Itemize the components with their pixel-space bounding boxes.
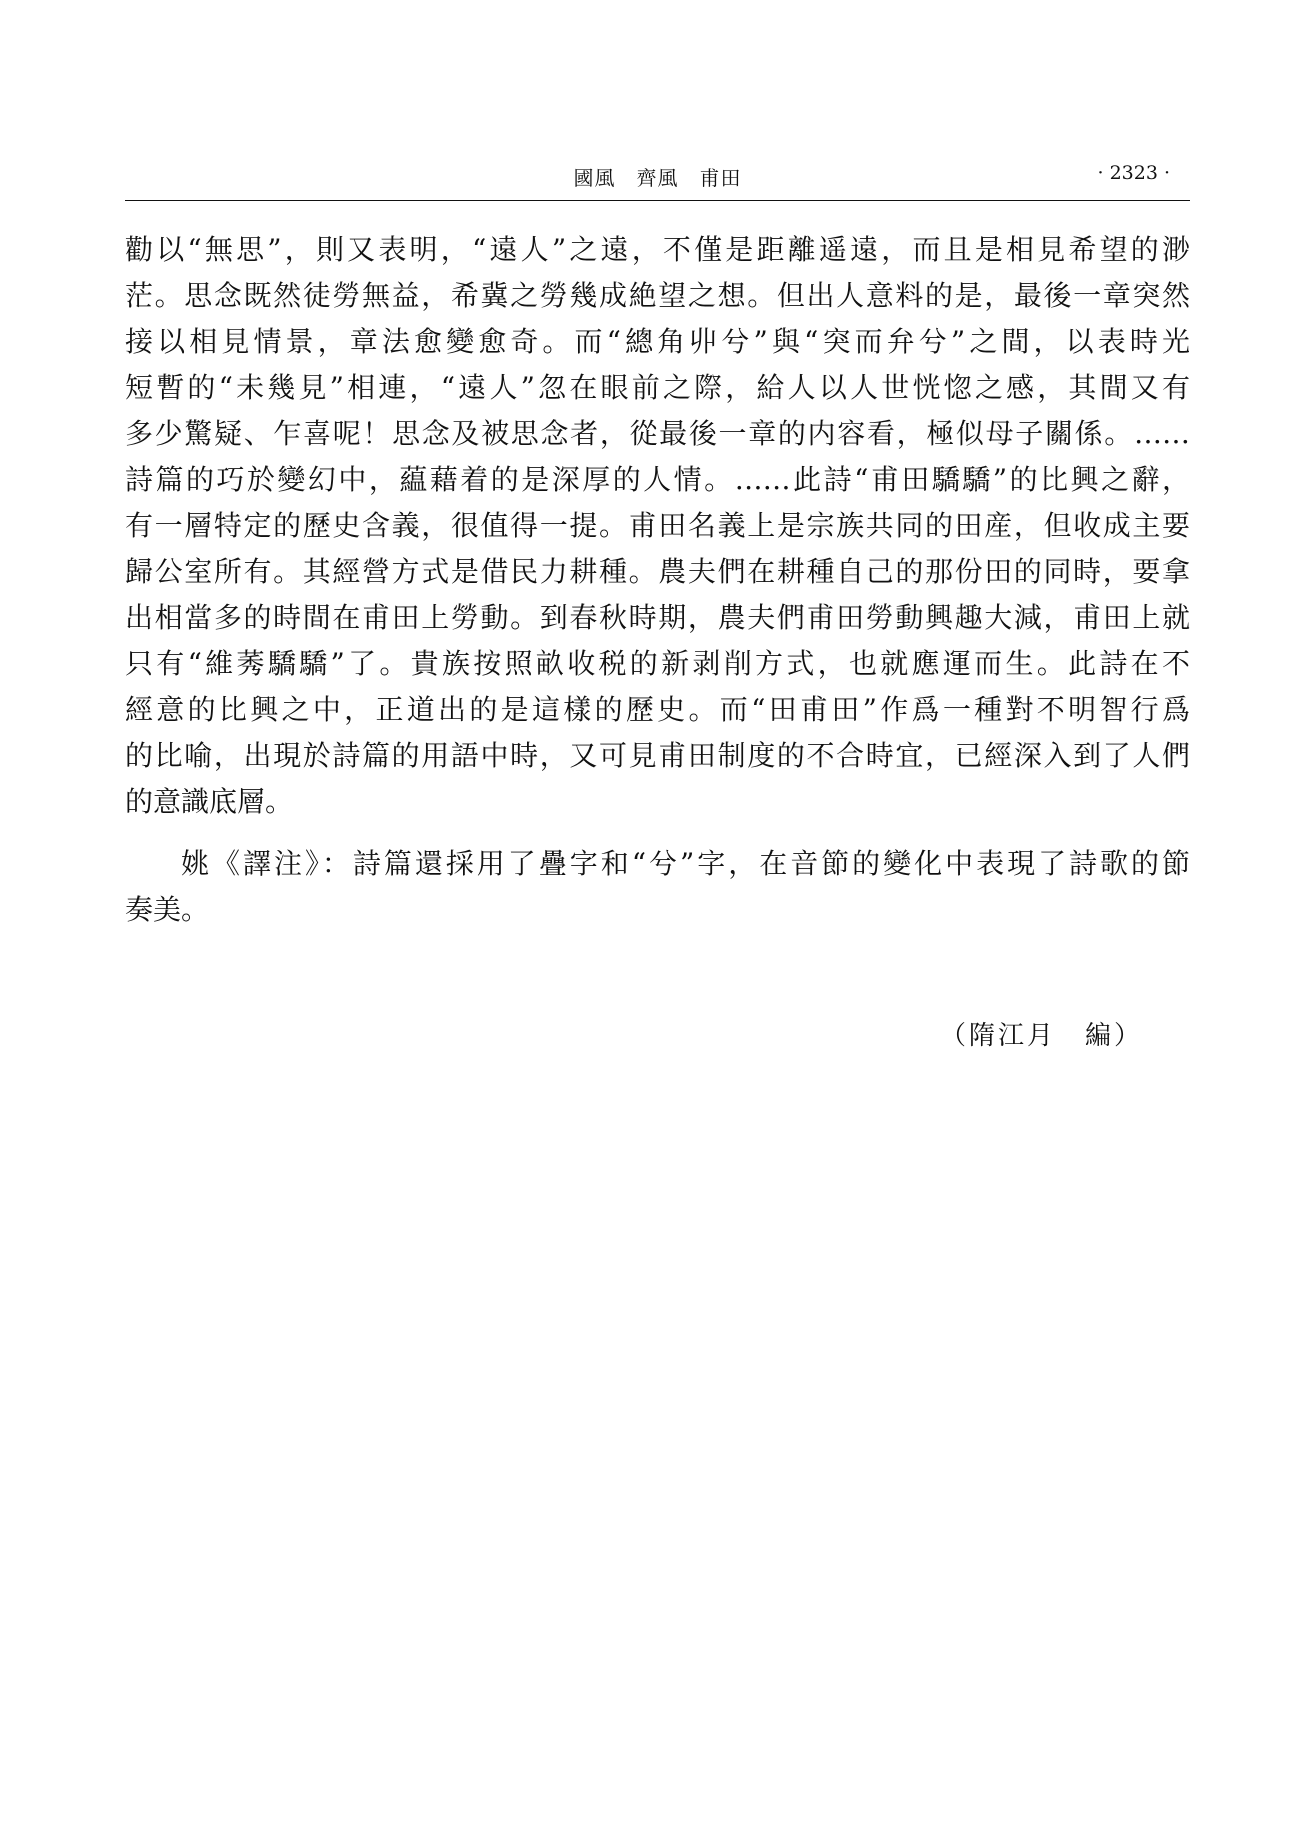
text-line: 多少驚疑、乍喜呢！思念及被思念者，從最後一章的内容看，極似母子關係。…… bbox=[125, 417, 1190, 450]
text-line: 出相當多的時間在甫田上勞動。到春秋時期，農夫們甫田勞動興趣大減，甫田上就 bbox=[125, 601, 1190, 634]
paragraph-gap bbox=[125, 825, 1190, 841]
paragraph-yao-note bbox=[125, 841, 1190, 933]
text-line: 短暫的“未幾見”相連，“遠人”忽在眼前之際，給人以人世恍惚之感，其間又有 bbox=[125, 371, 1190, 404]
paragraph-commentary bbox=[125, 227, 1190, 825]
text-line: 茫。思念既然徒勞無益，希冀之勞幾成絶望之想。但出人意料的是，最後一章突然 bbox=[125, 279, 1190, 312]
text-line: 姚《譯注》：詩篇還採用了疊字和“兮”字，在音節的變化中表現了詩歌的節 bbox=[181, 847, 1190, 880]
text-line: 接以相見情景，章法愈變愈奇。而“總角丱兮”與“突而弁兮”之間，以表時光 bbox=[125, 325, 1190, 358]
text-line: 的比喻，出現於詩篇的用語中時，又可見甫田制度的不合時宜，已經深入到了人們 bbox=[125, 739, 1190, 772]
editor-signature: （隋江月 編） bbox=[940, 1021, 1144, 1051]
page-header bbox=[125, 160, 1190, 200]
text-line: 歸公室所有。其經營方式是借民力耕種。農夫們在耕種自己的那份田的同時，要拿 bbox=[125, 555, 1190, 588]
running-title: 國風 齊風 甫田 bbox=[573, 166, 742, 190]
page-number: · 2323 · bbox=[1097, 162, 1170, 184]
text-line: 經意的比興之中，正道出的是這樣的歷史。而“田甫田”作爲一種對不明智行爲 bbox=[125, 693, 1190, 726]
text-line: 勸以“無思”，則又表明，“遠人”之遠，不僅是距離遥遠，而且是相見希望的渺 bbox=[125, 233, 1190, 266]
text-line: 只有“維莠驕驕”了。貴族按照畝收税的新剥削方式，也就應運而生。此詩在不 bbox=[125, 647, 1190, 680]
header-rule bbox=[125, 200, 1190, 201]
body-text bbox=[125, 227, 1190, 933]
text-line: 詩篇的巧於變幻中，藴藉着的是深厚的人情。……此詩“甫田驕驕”的比興之辭， bbox=[125, 463, 1190, 496]
text-line: 有一層特定的歷史含義，很值得一提。甫田名義上是宗族共同的田産，但收成主要 bbox=[125, 509, 1190, 542]
text-line: 奏美。 bbox=[125, 893, 210, 926]
text-line: 的意識底層。 bbox=[125, 785, 294, 818]
